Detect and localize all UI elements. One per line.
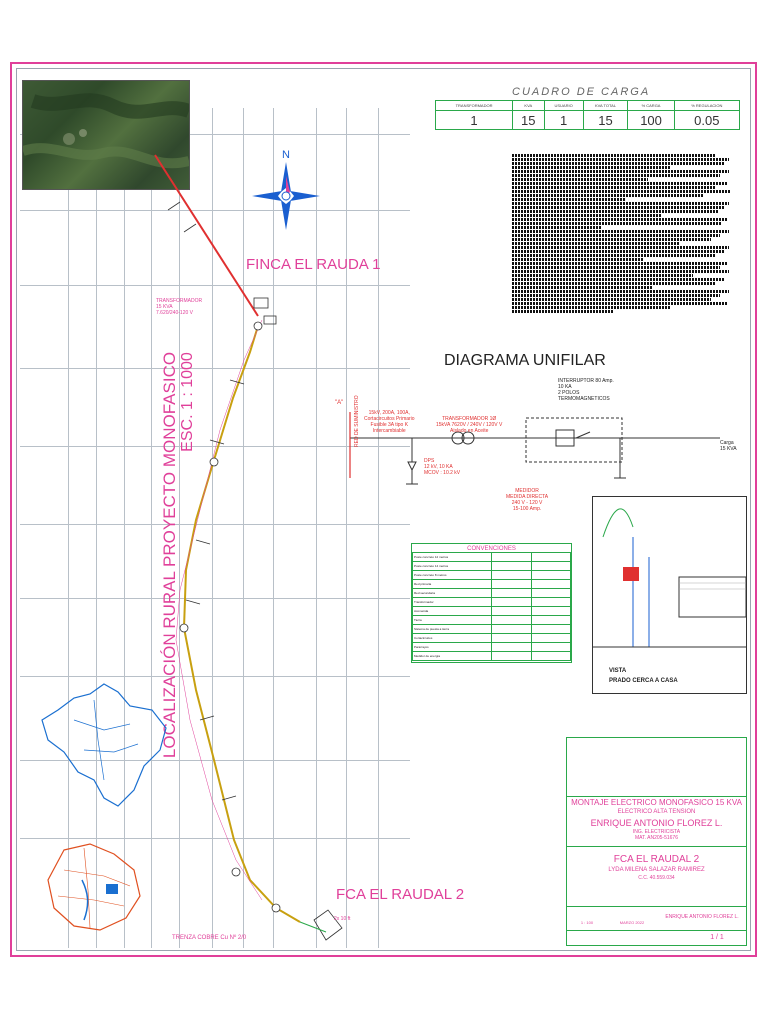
dim-label: 2x 10 ft [334,916,351,922]
unifilar-title: DIAGRAMA UNIFILAR [444,352,606,369]
cuadro-header: KVA [513,101,544,111]
vertical-title: LOCALIZACIÓN RURAL PROYECTO MONOFASICO [160,351,179,759]
legend-symbol [492,598,532,607]
cuadro-value: 100 [628,111,674,130]
legend-symbol [492,580,532,589]
cuadro-value: 15 [513,111,544,130]
bottom-cable-label: TRENZA COBRE Cu Nº 2/0 [172,935,247,941]
legend-row [413,625,571,634]
cuadro-value-row [436,111,740,130]
project-subtitle: ELECTRICO ALTA TENSION [617,809,696,815]
legend-symbol [531,571,571,580]
legend-row [413,607,571,616]
tb-divider [567,906,746,907]
designer-role: ING. ELECTRICISTA [632,829,681,835]
project-title: MONTAJE ELECTRICO MONOFASICO 15 KVA [571,798,742,807]
north-label: N [282,149,290,161]
legend-row [413,598,571,607]
legend-symbol [492,607,532,616]
carga-label: Carga 15 KVA [720,440,737,452]
legend-cell: Sistema de puesta a tierra [413,625,492,634]
transformador-label: TRANSFORMADOR 15 KVA 7.620/240-120 V [156,298,203,316]
department-map [44,840,144,935]
cuadro-header: % CARGA [628,101,674,111]
legend-symbol [492,634,532,643]
legend-cell: Poste concreto 14 metros [413,562,492,571]
vista-label: VISTA PRADO CERCA A CASA [609,668,678,684]
legend-cell: Pararrayos [413,643,492,652]
legend-symbol [492,589,532,598]
legend-symbol [531,553,571,562]
legend-row [413,643,571,652]
legend-symbol [531,580,571,589]
legend-symbol [531,643,571,652]
notes-block [512,154,738,330]
legend-cell: Red primaria [413,580,492,589]
tb-divider [567,930,746,931]
date-value: MARZO 2022 [619,920,645,925]
cuadro-value: 0.05 [674,111,739,130]
legend-symbol [531,589,571,598]
owner-name: LYDA MILENA SALAZAR RAMIREZ [608,867,705,873]
legend-symbol [492,616,532,625]
legend-symbol [492,553,532,562]
cuadro-header: % REGULACION [674,101,739,111]
tb-divider [567,846,746,847]
designer-name: ENRIQUE ANTONIO FLOREZ L. [590,818,723,828]
cuadro-title: CUADRO DE CARGA [512,86,651,98]
legend-symbol [531,598,571,607]
interruptor-label: INTERRUPTOR 80 Amp. 10 KA 2 POLOS TERMOMAGNETICOS [558,378,614,402]
sheet-number: 1 / 1 [710,934,724,941]
legend-cell: Medidor de energía [413,652,492,661]
legend-symbol [531,562,571,571]
punto-a: "A" [335,400,344,406]
red-suministro: RED DE SUMINISTRO [354,395,360,447]
vista-detail-box [592,496,747,694]
cuadro-header-row [436,101,740,111]
cuadro-header: KVA TOTAL [583,101,628,111]
vertical-scale: ESC. 1 : 1000 [179,352,196,452]
legend-symbol [531,616,571,625]
cuadro-header: TRANSFORMADOR [436,101,513,111]
legend-row [413,589,571,598]
legend-symbol [492,625,532,634]
designer-mat: MAT. AN205-51676 [635,835,678,841]
fusible-label: 15kV, 200A, 100A, Cortacircuitos Primario Fusible 3A tipo K Intercambiable [364,410,415,434]
legend-row [413,553,571,562]
colombia-map [34,680,174,810]
scale-value: 1 : 100 [580,920,594,925]
cuadro-header: USUARIO [544,101,583,111]
legend-symbol [531,652,571,661]
legend-row [413,634,571,643]
site-name: FCA EL RAUDAL 2 [613,854,700,865]
compass-rose-icon [248,146,324,238]
legend-cell: Cortacircuitos [413,634,492,643]
legend-row [413,652,571,661]
cuadro-table [435,100,740,130]
legend-symbol [531,634,571,643]
medidor-label: MEDIDOR MEDIDA DIRECTA 240 V - 120 V 15-100 Amp. [506,488,549,512]
finca-title: FINCA EL RAUDA 1 [246,256,381,273]
legend-symbol [492,562,532,571]
legend-cell: Tierra [413,616,492,625]
owner-id: C.C. 40.559.034 [638,875,675,881]
cuadro-value: 1 [436,111,513,130]
dps-label: DPS 12 kV, 10 KA MCOV : 10.2 kV [424,458,461,476]
legend-symbol [531,625,571,634]
legend-row [413,580,571,589]
legend-symbol [531,607,571,616]
transformador-1f-label: TRANSFORMADOR 1Ø 15kVA 7620V / 240V / 120V V Aislado en Aceite [436,416,503,434]
designer-small: ENRIQUE ANTONIO FLOREZ L. [665,914,739,920]
legend-title: CONVENCIONES [467,546,516,552]
cuadro-value: 15 [583,111,628,130]
legend-row [413,616,571,625]
legend-box [411,543,572,663]
legend-symbol [492,643,532,652]
legend-cell: Transformador [413,598,492,607]
legend-row [413,562,571,571]
legend-symbol [492,571,532,580]
tb-divider [567,796,746,797]
cuadro-value: 1 [544,111,583,130]
legend-cell: Acometida [413,607,492,616]
legend-symbol [492,652,532,661]
title-block [566,737,747,946]
legend-row [413,571,571,580]
fca2-title: FCA EL RAUDAL 2 [336,886,465,903]
legend-cell: Red secundaria [413,589,492,598]
legend-cell: Poste concreto 8 metros [413,571,492,580]
legend-cell: Poste concreto 12 metros [413,553,492,562]
